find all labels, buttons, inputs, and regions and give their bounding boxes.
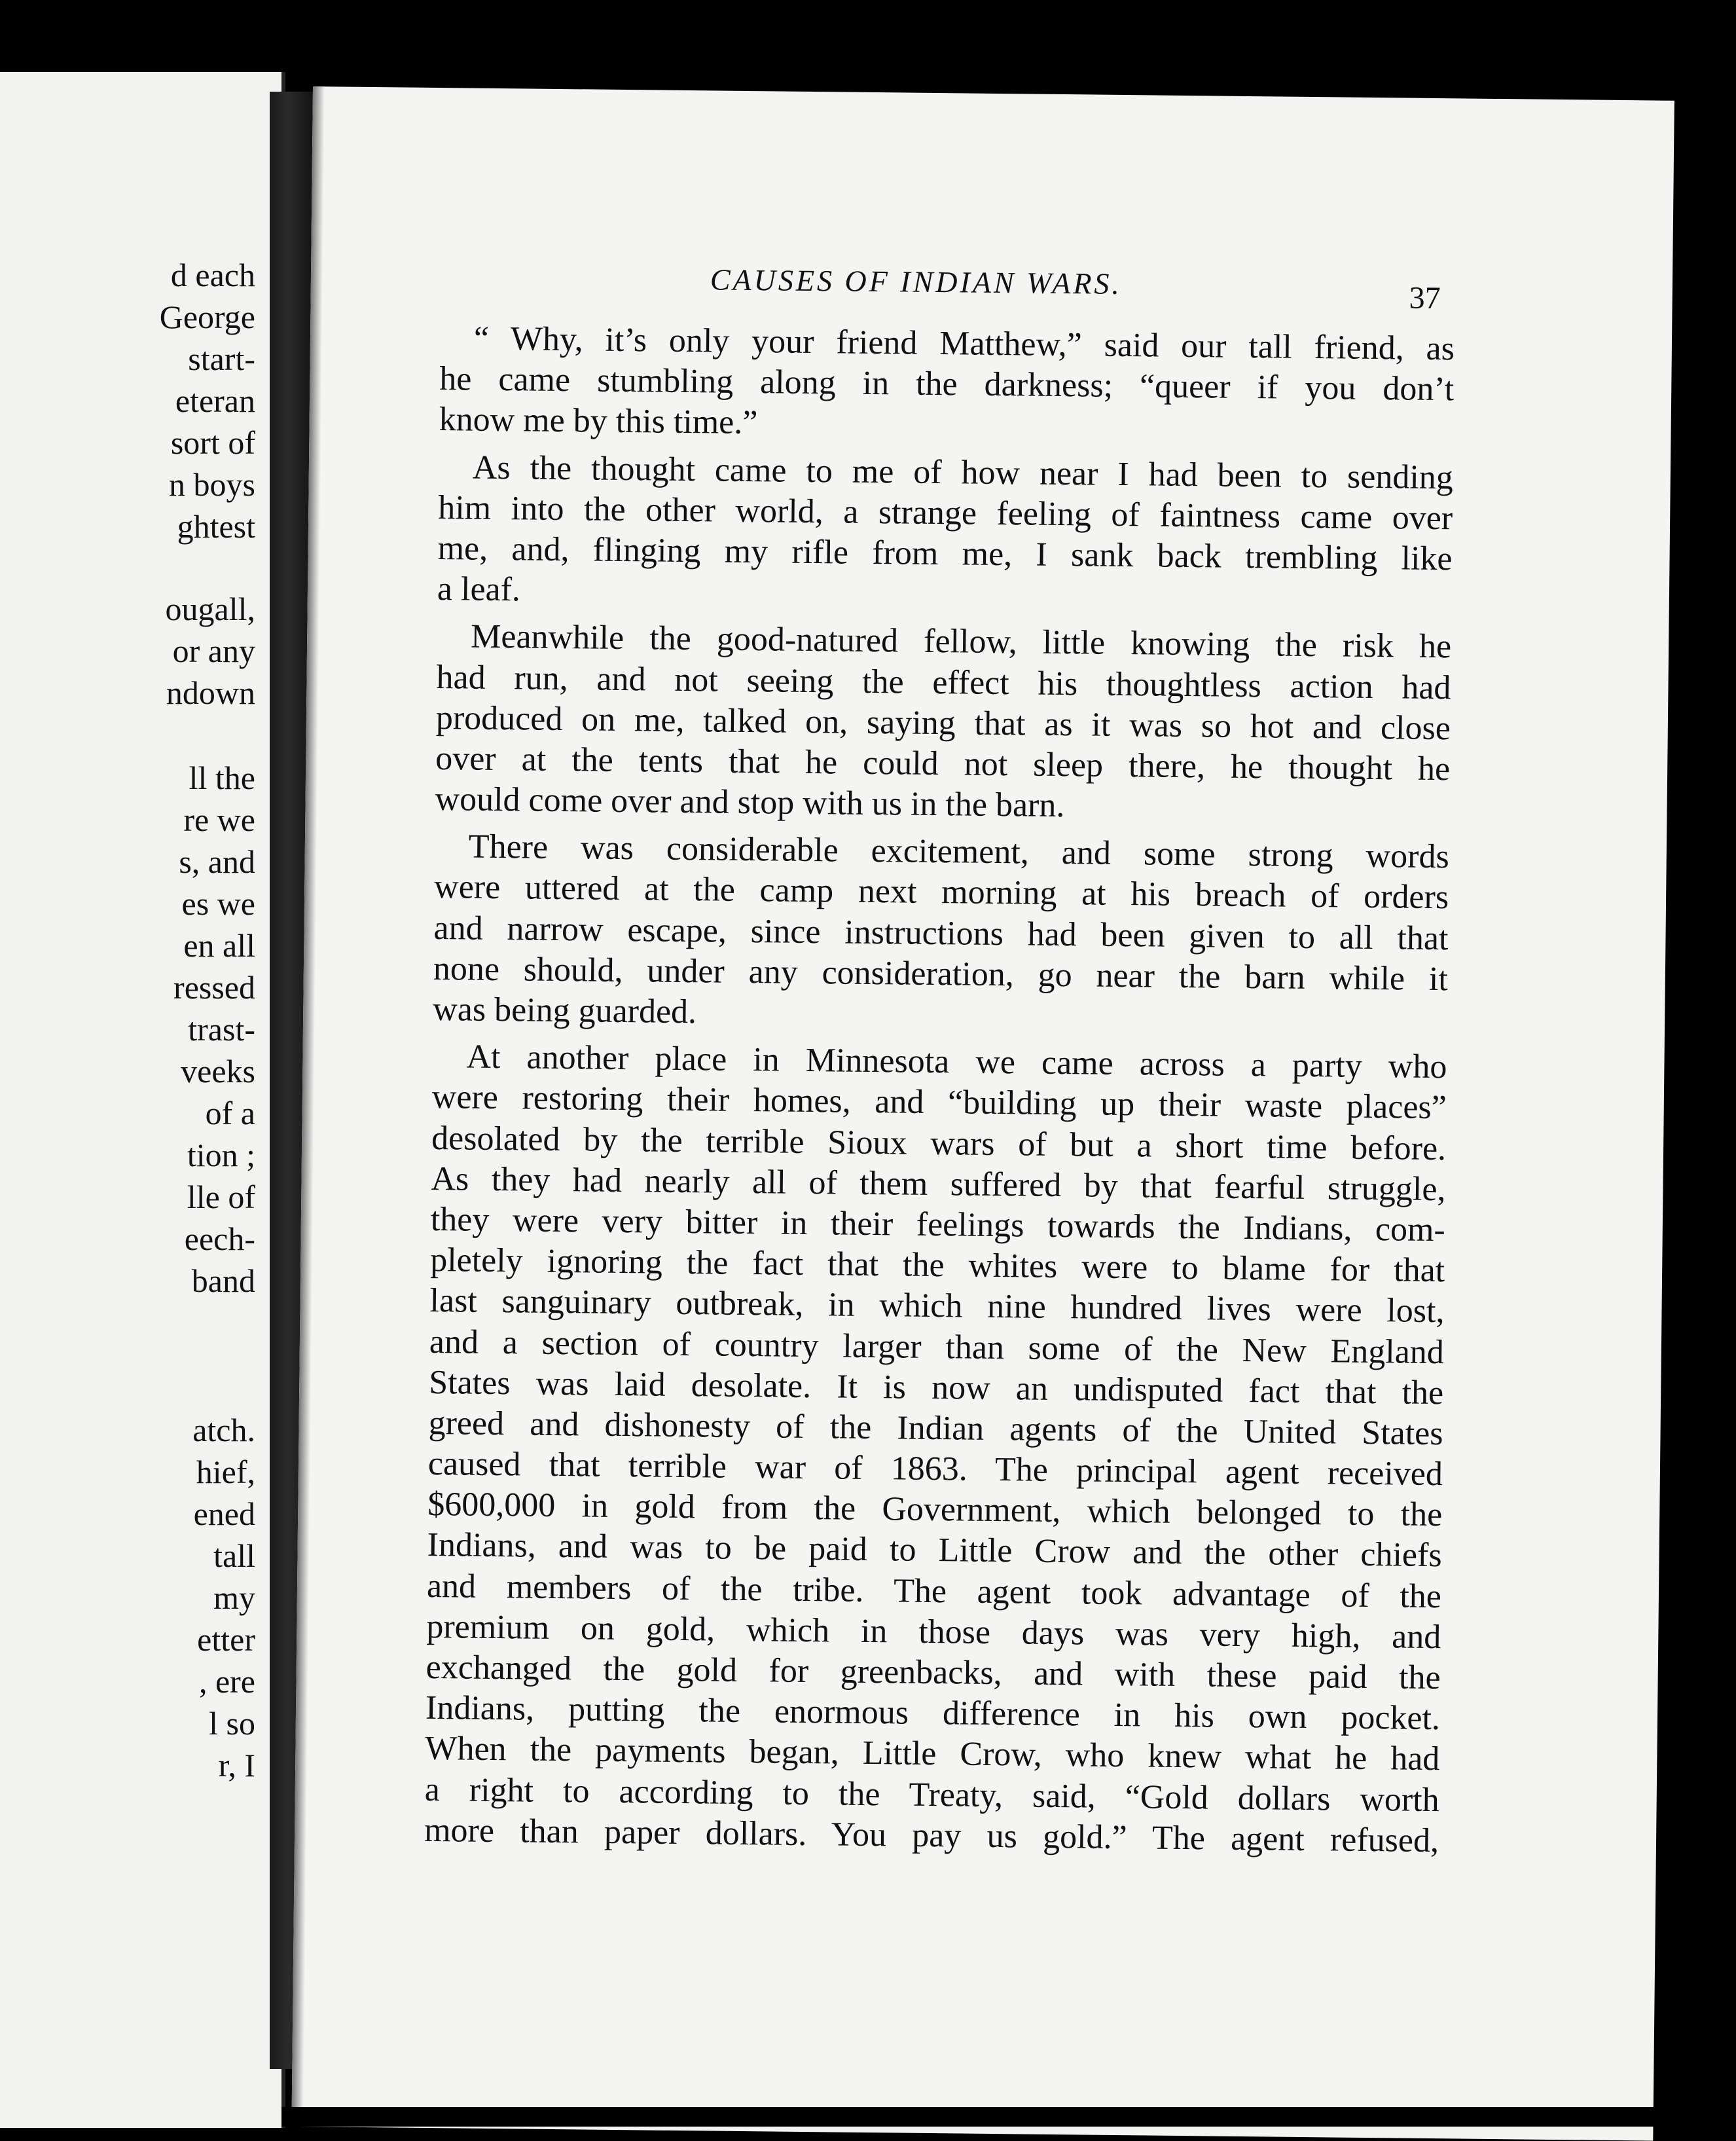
text-line: more than paper dollars. You pay us gold.” The agent refused,: [424, 1811, 1439, 1859]
left-page-line: ressed: [173, 969, 255, 1006]
paragraph: [433, 826, 1449, 1040]
paragraph: [439, 318, 1455, 451]
text-line: none should, under any consideration, go near the barn while it: [433, 949, 1449, 998]
page-number: 37: [1409, 280, 1441, 316]
left-page-line: or any: [172, 632, 255, 669]
left-page-line: re we: [183, 801, 255, 838]
text-line: Indians, and was to be paid to Little Crow and the other chiefs: [427, 1526, 1442, 1575]
text-line: exchanged the gold for greenbacks, and with these paid the: [425, 1648, 1441, 1697]
text-line: last sanguinary outbreak, in which nine hundred lives were lost,: [429, 1282, 1445, 1330]
left-page-line: ll the: [189, 759, 255, 796]
text-line: pletely ignoring the fact that the whites were to blame for that: [429, 1241, 1445, 1290]
text-line: greed and dishonesty of the Indian agents of the United States: [428, 1404, 1443, 1453]
left-page-line: s, and: [179, 843, 255, 880]
text-line: caused that terrible war of 1863. The principal agent received: [427, 1445, 1443, 1493]
text-line: There was considerable excitement, and some strong words: [468, 828, 1450, 876]
left-page-line: eteran: [175, 382, 255, 419]
text-line: a right to according to the Treaty, said, “Gold dollars worth: [424, 1770, 1439, 1819]
left-page-line: ndown: [166, 674, 255, 711]
right-page: [291, 86, 1674, 2141]
left-page-line: tall: [213, 1537, 255, 1574]
left-page-line: my: [213, 1579, 255, 1616]
left-page-line: eech-: [184, 1220, 255, 1257]
text-line: he came stumbling along in the darkness; “queer if you don’t: [439, 360, 1455, 409]
left-page-line: ougall,: [165, 591, 255, 627]
text-line: At another place in Minnesota we came across a party who: [466, 1038, 1447, 1086]
left-page-line: es we: [181, 885, 255, 922]
left-page-line: George: [159, 299, 255, 335]
text-line: and a section of country larger than some of the New England: [429, 1323, 1445, 1371]
text-line: know me by this time.”: [439, 401, 758, 442]
text-line: premium on gold, which in those days was very high, and: [426, 1607, 1441, 1656]
text-line: Meanwhile the good-natured fellow, little knowing the risk he: [470, 617, 1452, 666]
text-line: “ Why, it’s only your friend Matthew,” said our tall friend, as: [473, 320, 1455, 368]
text-line: had run, and not seeing the effect his thoughtless action had: [436, 658, 1451, 706]
text-line: $600,000 in gold from the Government, which belonged to the: [427, 1486, 1443, 1534]
text-line: When the payments began, Little Crow, who knew what he had: [425, 1730, 1440, 1778]
text-line: me, and, flinging my rifle from me, I sank back trembling like: [437, 529, 1453, 578]
text-line: Indians, putting the enormous difference in his own pocket.: [425, 1689, 1441, 1738]
paragraph: [437, 447, 1454, 621]
text-line: would come over and stop with us in the barn.: [435, 780, 1065, 825]
left-page-line: en all: [183, 927, 255, 964]
text-line: were restoring their homes, and “building up their waste places”: [431, 1078, 1447, 1127]
text-line: were uttered at the camp next morning at his breach of orders: [433, 868, 1449, 917]
left-page-line: band: [191, 1262, 255, 1299]
running-head: CAUSES OF INDIAN WARS.: [710, 263, 1123, 301]
left-page-line: l so: [209, 1705, 255, 1742]
left-page-line: sort of: [170, 424, 255, 461]
text-line: him into the other world, a strange feeling of faintness came over: [437, 488, 1453, 538]
left-page-line: lle of: [187, 1179, 255, 1215]
paragraph: [435, 616, 1451, 830]
left-page-line: etter: [197, 1621, 255, 1658]
left-page-line: ghtest: [177, 508, 255, 545]
left-page: [0, 72, 285, 2128]
text-line: they were very bitter in their feelings towards the Indians, com-: [430, 1200, 1446, 1249]
text-line: and narrow escape, since instructions had been given to all that: [433, 909, 1449, 957]
text-line: As they had nearly all of them suffered by that fearful struggle,: [431, 1160, 1446, 1208]
left-page-line: of a: [205, 1095, 255, 1131]
left-page-line: veeks: [181, 1053, 255, 1089]
scan-border: [281, 2107, 1736, 2127]
left-page-line: hief,: [196, 1454, 255, 1490]
left-page-line: start-: [188, 340, 255, 377]
left-page-line: tion ;: [187, 1137, 255, 1173]
text-line: was being guarded.: [432, 990, 697, 1031]
left-page-line: atch.: [192, 1412, 255, 1448]
left-page-line: n boys: [169, 466, 255, 503]
left-page-line: r, I: [218, 1747, 255, 1784]
text-line: over at the tents that he could not sleep there, he thought he: [435, 739, 1451, 788]
body-text: [424, 318, 1455, 1861]
text-line: and members of the tribe. The agent took advantage of the: [426, 1567, 1442, 1615]
text-line: produced on me, talked on, saying that as it was so hot and close: [435, 699, 1451, 747]
left-page-line: trast-: [188, 1011, 255, 1048]
left-page-line: , ere: [198, 1663, 255, 1700]
text-line: States was laid desolate. It is now an undisputed fact that the: [428, 1363, 1444, 1412]
left-page-line: d each: [170, 257, 255, 293]
paragraph: [424, 1036, 1447, 1861]
left-page-line: ened: [193, 1495, 255, 1532]
text-line: desolated by the terrible Sioux wars of but a short time before.: [431, 1119, 1447, 1167]
text-line: As the thought came to me of how near I had been to sending: [472, 448, 1454, 496]
text-line: a leaf.: [437, 570, 521, 609]
